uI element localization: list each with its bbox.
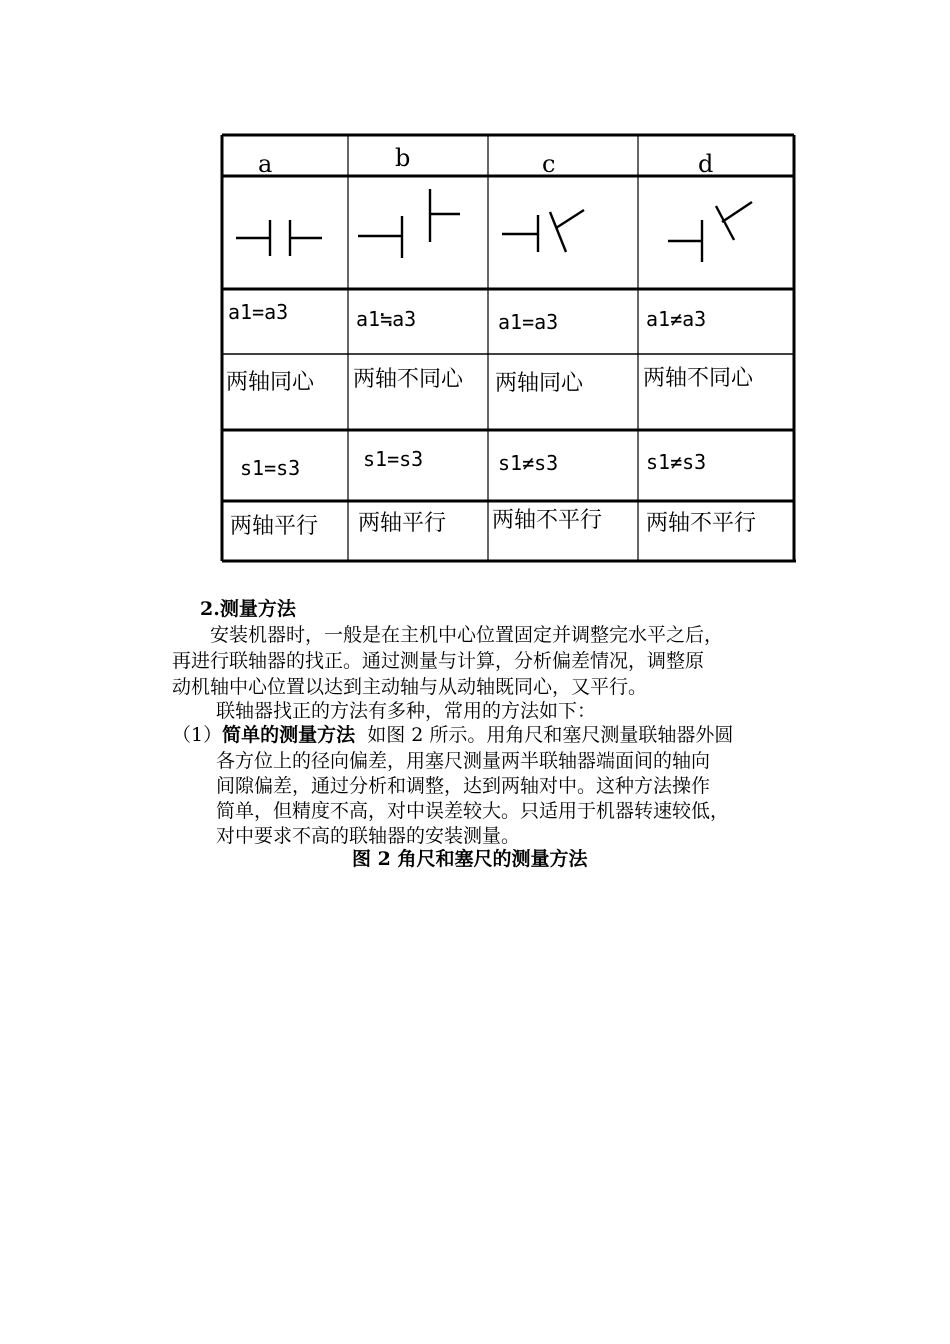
sketch-b-icon (358, 189, 460, 258)
radial-result-a: 两轴同心 (226, 370, 315, 395)
axial-result-c: 两轴不平行 (492, 508, 603, 533)
sketch-d-icon (668, 202, 752, 262)
column-header-d: d (698, 150, 714, 178)
axial-result-b: 两轴平行 (358, 511, 447, 536)
coupling-sketches (236, 189, 752, 262)
item-first-line: 如图 2 所示。用角尺和塞尺测量联轴器外圆 (367, 724, 734, 746)
figure-caption: 图 2 角尺和塞尺的测量方法 (352, 848, 588, 870)
item-title: 简单的测量方法 (222, 724, 356, 746)
axial-formula-d: s1≠s3 (646, 450, 707, 474)
intro-line-2: 再进行联轴器的找正。通过测量与计算，分析偏差情况，调整原 (172, 650, 705, 672)
intro-line-1: 安装机器时，一般是在主机中心位置固定并调整完水平之后， (210, 624, 724, 646)
radial-result-b: 两轴不同心 (353, 367, 464, 392)
radial-result-d: 两轴不同心 (643, 366, 754, 391)
column-header-c: c (542, 150, 556, 178)
column-header-b: b (395, 144, 411, 172)
item-line-4: 简单，但精度不高，对中误差较大。只适用于机器转速较低， (216, 800, 730, 822)
axial-formula-c: s1≠s3 (498, 451, 559, 475)
item-number: （1） (172, 724, 223, 746)
axial-result-a: 两轴平行 (230, 514, 319, 539)
intro-line-3: 动机轴中心位置以达到主动轴与从动轴既同心，又平行。 (172, 676, 648, 698)
radial-formula-b: a1≒a3 (356, 307, 417, 331)
section-heading: 2.测量方法 (200, 598, 296, 620)
sketch-c-icon (502, 210, 584, 252)
item-line-3: 间隙偏差，通过分析和调整，达到两轴对中。这种方法操作 (216, 775, 711, 797)
axial-formula-a: s1=s3 (240, 456, 301, 480)
column-header-a: a (258, 150, 273, 178)
alignment-figure-table (220, 132, 796, 564)
table-grid (220, 132, 796, 564)
axial-result-d: 两轴不平行 (646, 511, 757, 536)
axial-formula-b: s1=s3 (363, 447, 424, 471)
radial-formula-a: a1=a3 (228, 300, 289, 324)
radial-formula-c: a1=a3 (498, 310, 559, 334)
item-line-2: 各方位上的径向偏差，用塞尺测量两半联轴器端面间的轴向 (216, 750, 711, 772)
radial-result-c: 两轴同心 (495, 371, 584, 396)
methods-intro: 联轴器找正的方法有多种，常用的方法如下： (216, 700, 597, 722)
radial-formula-d: a1≠a3 (646, 307, 707, 331)
item-line-5: 对中要求不高的联轴器的安装测量。 (216, 825, 521, 847)
method-item-1 (172, 722, 733, 748)
sketch-a-icon (236, 220, 322, 256)
